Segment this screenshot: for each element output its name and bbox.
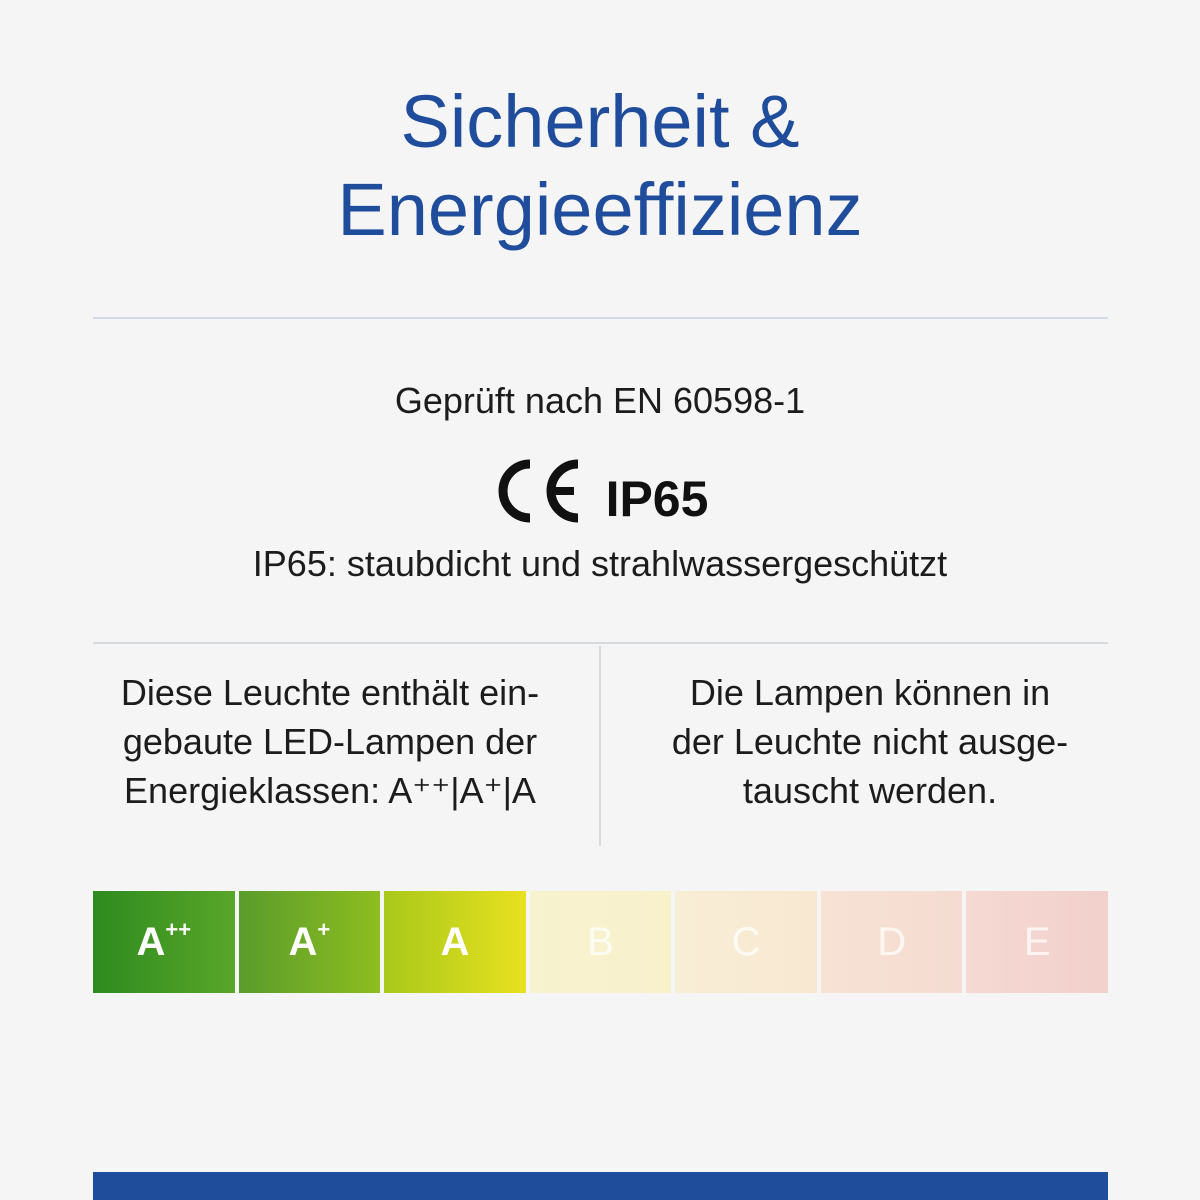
replacement-info-line: Die Lampen können in xyxy=(689,672,1051,713)
top-divider xyxy=(93,317,1108,319)
energy-class-label: D xyxy=(877,919,907,964)
energy-info-line: Energieklassen: A⁺⁺|A⁺|A xyxy=(124,770,536,811)
energy-class-b xyxy=(530,891,672,993)
energy-class-superscript: + xyxy=(317,917,331,942)
energy-class-label: B xyxy=(587,919,614,964)
energy-class-label: C xyxy=(731,919,761,964)
middle-divider xyxy=(93,642,1108,644)
energy-class-c xyxy=(675,891,817,993)
tested-standard-text: Geprüft nach EN 60598-1 xyxy=(394,380,806,421)
energy-class-label: A xyxy=(136,919,166,964)
ip65-mark: IP65 xyxy=(605,471,709,527)
replacement-info-line: der Leuchte nicht ausge- xyxy=(671,721,1069,762)
energy-class-superscript: ++ xyxy=(165,917,192,942)
title-line-2: Energieeffizienz xyxy=(337,168,863,251)
energy-info-line: Diese Leuchte enthält ein- xyxy=(120,672,540,713)
energy-class-scale xyxy=(93,891,1108,993)
energy-class-e xyxy=(966,891,1108,993)
energy-class-d xyxy=(821,891,963,993)
page-title xyxy=(0,78,1200,254)
energy-class-a xyxy=(384,891,526,993)
energy-class-aplus xyxy=(239,891,381,993)
energy-class-label: A xyxy=(440,919,470,964)
certification-marks xyxy=(0,446,1200,526)
energy-class-label: E xyxy=(1023,919,1051,964)
ce-mark-icon xyxy=(492,456,584,526)
bottom-accent-band xyxy=(93,1172,1108,1200)
energy-class-label: A xyxy=(288,919,318,964)
ip-description: IP65: staubdicht und strahlwassergeschützt xyxy=(252,543,948,584)
energy-class-info xyxy=(80,668,580,815)
replacement-info-line: tauscht werden. xyxy=(742,770,998,811)
energy-info-line: gebaute LED-Lampen der xyxy=(122,721,538,762)
column-divider xyxy=(599,646,601,846)
title-line-1: Sicherheit & xyxy=(400,80,800,163)
lamp-replacement-info xyxy=(620,668,1120,815)
energy-class-aplusplus xyxy=(93,891,235,993)
